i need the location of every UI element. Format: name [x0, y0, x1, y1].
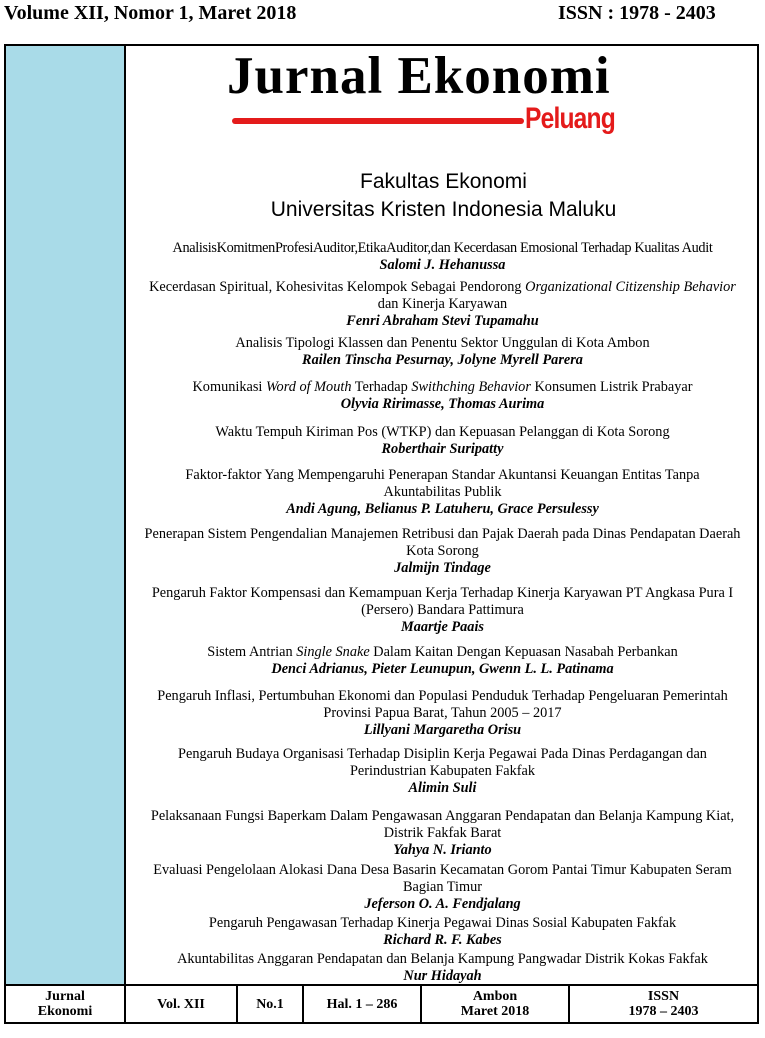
article-title: Pengaruh Inflasi, Pertumbuhan Ekonomi dan Populasi Penduduk Terhadap Pengeluaran Pemerintah Provinsi Papua Barat, Tahun 2005 – 2017 [157, 688, 728, 721]
article-title: Akuntabilitas Anggaran Pendapatan dan Belanja Kampung Pangwadar Distrik Kokas Fakfak [177, 951, 708, 967]
article-authors: Andi Agung, Belianus P. Latuheru, Grace Persulessy [286, 501, 599, 517]
article-authors: Lillyani Margaretha Orisu [363, 722, 522, 738]
article-authors: Nur Hidayah [403, 968, 482, 984]
article-title: Pengaruh Budaya Organisasi Terhadap Disiplin Kerja Pegawai Pada Dinas Perdagangan dan Perindustrian Kabupaten Fakfak [178, 746, 707, 779]
article-authors: Alimin Suli [408, 780, 477, 796]
article-title: Kecerdasan Spiritual, Kohesivitas Kelompok Sebagai Pendorong Organizational Citizenship Behavior dan Kinerja Karyawan [149, 279, 736, 312]
article-item [126, 808, 759, 859]
article-authors: Salomi J. Hehanussa [379, 257, 506, 273]
article-title: Pengaruh Faktor Kompensasi dan Kemampuan Kerja Terhadap Kinerja Karyawan PT Angkasa Pura I (Persero) Bandara Pattimura [151, 585, 734, 618]
footer-number: No.1 [256, 996, 284, 1012]
article-title: Sistem Antrian Single Snake Dalam Kaitan Dengan Kepuasan Nasabah Perbankan [207, 644, 678, 660]
article-authors: Railen Tinscha Pesurnay, Jolyne Myrell Parera [302, 352, 583, 368]
article-title: Evaluasi Pengelolaan Alokasi Dana Desa Basarin Kecamatan Gorom Pantai Timur Kabupaten Seram Bagian Timur [153, 862, 732, 895]
footer-info-table [4, 986, 759, 1024]
footer-pages-cell [304, 986, 422, 1022]
article-title: Analisis Tipologi Klassen dan Penentu Sektor Unggulan di Kota Ambon [235, 335, 650, 351]
article-title: Waktu Tempuh Kiriman Pos (WTKP) dan Kepuasan Pelanggan di Kota Sorong [215, 424, 670, 440]
article-title: AnalisisKomitmenProfesiAuditor,EtikaAuditor,dan Kecerdasan Emosional Terhadap Kualitas Audit [172, 240, 713, 256]
article-item [126, 467, 759, 518]
article-authors: Denci Adrianus, Pieter Leunupun, Gwenn L. L. Patinama [271, 661, 614, 677]
article-item [126, 240, 759, 274]
footer-journal-line1: Jurnal [45, 989, 85, 1004]
article-authors: Richard R. F. Kabes [383, 932, 502, 948]
issn-header: ISSN : 1978 - 2403 [558, 2, 716, 24]
article-item [126, 746, 759, 797]
volume-header: Volume XII, Nomor 1, Maret 2018 [4, 2, 297, 24]
footer-pages: Hal. 1 – 286 [326, 996, 398, 1012]
article-item [126, 526, 759, 577]
footer-journal-cell [6, 986, 126, 1022]
footer-place-date-cell [422, 986, 570, 1022]
article-item [126, 424, 759, 458]
article-item [126, 688, 759, 739]
footer-volume: Vol. XII [157, 996, 205, 1012]
footer-date: Maret 2018 [460, 1004, 530, 1019]
article-title: Pelaksanaan Fungsi Baperkam Dalam Pengawasan Anggaran Pendapatan dan Belanja Kampung Kiat, Distrik Fakfak Barat [150, 808, 735, 841]
footer-place: Ambon [472, 989, 518, 1004]
article-authors: Roberthair Suripatty [381, 441, 504, 457]
journal-logo-title: Jurnal Ekonomi [227, 47, 611, 105]
article-item [126, 915, 759, 949]
article-item [126, 644, 759, 678]
article-authors: Yahya N. Irianto [393, 842, 492, 858]
article-authors: Jalmijn Tindage [394, 560, 491, 576]
article-title: Komunikasi Word of Mouth Terhadap Swithching Behavior Konsumen Listrik Prabayar [192, 379, 693, 395]
article-authors: Jeferson O. A. Fendjalang [364, 896, 521, 912]
logo-underline [232, 118, 524, 124]
article-title: Pengaruh Pengawasan Terhadap Kinerja Pegawai Dinas Sosial Kabupaten Fakfak [208, 915, 677, 931]
article-item [126, 951, 759, 985]
footer-issn: 1978 – 2403 [628, 1004, 699, 1019]
article-authors: Maartje Paais [400, 619, 484, 635]
footer-issn-cell [570, 986, 757, 1022]
footer-number-cell [238, 986, 304, 1022]
article-item [126, 379, 759, 413]
article-authors: Fenri Abraham Stevi Tupamahu [346, 313, 539, 329]
faculty-name: Fakultas Ekonomi [360, 170, 527, 193]
footer-issn-label: ISSN [647, 989, 680, 1004]
article-authors: Olyvia Ririmasse, Thomas Aurima [340, 396, 545, 412]
footer-volume-cell [126, 986, 238, 1022]
university-name: Universitas Kristen Indonesia Maluku [270, 198, 617, 221]
article-item [126, 335, 759, 369]
article-item [126, 585, 759, 636]
article-title: Faktor-faktor Yang Mempengaruhi Penerapan Standar Akuntansi Keuangan Entitas Tanpa Akuntabilitas Publik [185, 467, 700, 500]
article-item [126, 862, 759, 913]
journal-logo-subtitle: Peluang [525, 102, 615, 135]
article-title: Penerapan Sistem Pengendalian Manajemen Retribusi dan Pajak Daerah pada Dinas Pendapatan Daerah Kota Sorong [144, 526, 741, 559]
article-item [126, 279, 759, 330]
footer-journal-line2: Ekonomi [37, 1004, 93, 1019]
side-stripe [6, 46, 126, 984]
